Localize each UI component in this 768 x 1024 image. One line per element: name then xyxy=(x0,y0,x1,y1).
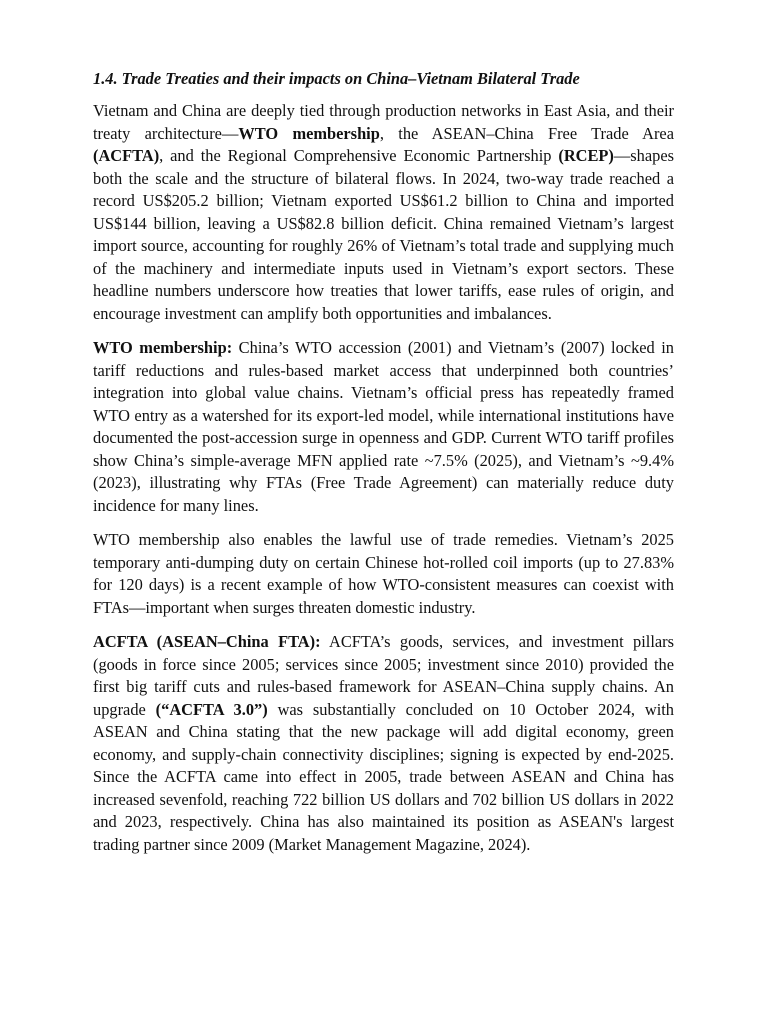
paragraph-wto xyxy=(93,337,674,517)
intro-text-3: , and the Regional Comprehensive Economic Partnership xyxy=(159,146,559,165)
acfta-bold-upgrade: (“ACFTA 3.0”) xyxy=(155,699,268,719)
intro-bold-acfta: (ACFTA) xyxy=(93,146,160,165)
intro-text-1: Vietnam and China are deeply tied through production networks in East Asia, and their treaty architecture— xyxy=(93,101,674,143)
paragraph-acfta xyxy=(93,631,674,856)
paragraph-trade-remedies xyxy=(93,529,674,619)
section-heading: 1.4. Trade Treaties and their impacts on China–Vietnam Bilateral Trade xyxy=(93,69,580,88)
remedies-text: WTO membership also enables the lawful use of trade remedies. Vietnam’s 2025 temporary anti-dumping duty on certain Chinese hot-rolled coil imports (up to 27.83% for 120 days) is a recent example of how WTO-consistent measures can coexist with FTAs—important when surges threaten domestic industry. xyxy=(93,530,674,617)
intro-text-2: , the ASEAN–China Free Trade Area xyxy=(379,123,674,143)
acfta-lead: ACFTA (ASEAN–China FTA): xyxy=(93,632,321,651)
wto-lead: WTO membership: xyxy=(93,338,233,357)
acfta-text-2: was substantially concluded on 10 October 2024, with ASEAN and China stating that the new package will add digital economy, green economy, and supply-chain connectivity disciplines; signing is expected by end-2025. Since the ACFTA came into effect in 2005, trade between ASEAN and China has increased sevenfold, reaching 722 billion US dollars and 702 billion US dollars in 2022 and 2023, respectively. China has also maintained its position as ASEAN's largest trading partner since 2009 (Market Management Magazine, 2024). xyxy=(93,699,674,854)
intro-bold-rcep: (RCEP) xyxy=(558,146,614,165)
wto-text: China’s WTO accession (2001) and Vietnam’s (2007) locked in tariff reductions and rules-based market access that underpinned both countries’ integration into global value chains. Vietnam’s official press has repeatedly framed WTO entry as a watershed for its export-led model, while international institutions have documented the post-accession surge in openness and GDP. Current WTO tariff profiles show China’s simple-average MFN applied rate ~7.5% (2025), and Vietnam’s ~9.4% (2023), illustrating why FTAs (Free Trade Agreement) can materially reduce duty incidence for many lines. xyxy=(93,338,674,515)
paragraph-intro xyxy=(93,100,674,325)
document-page xyxy=(93,68,674,868)
intro-text-4: —shapes both the scale and the structure of bilateral flows. In 2024, two-way trade reached a record US$205.2 billion; Vietnam exported US$61.2 billion to China and imported US$144 billion, leaving a US$82.8 billion deficit. China remained Vietnam’s largest import source, accounting for roughly 26% of Vietnam’s total trade and supplying much of the machinery and intermediate inputs used in Vietnam’s export sectors. These headline numbers underscore how treaties that lower tariffs, ease rules of origin, and encourage investment can amplify both opportunities and imbalances. xyxy=(93,146,674,323)
intro-bold-wto: WTO membership xyxy=(238,123,380,143)
acfta-text-1: ACFTA’s goods, services, and investment pillars (goods in force since 2005; services since 2005; investment since 2010) provided the first big tariff cuts and rules-based framework for ASEAN–China supply chains. An upgrade xyxy=(93,632,674,719)
